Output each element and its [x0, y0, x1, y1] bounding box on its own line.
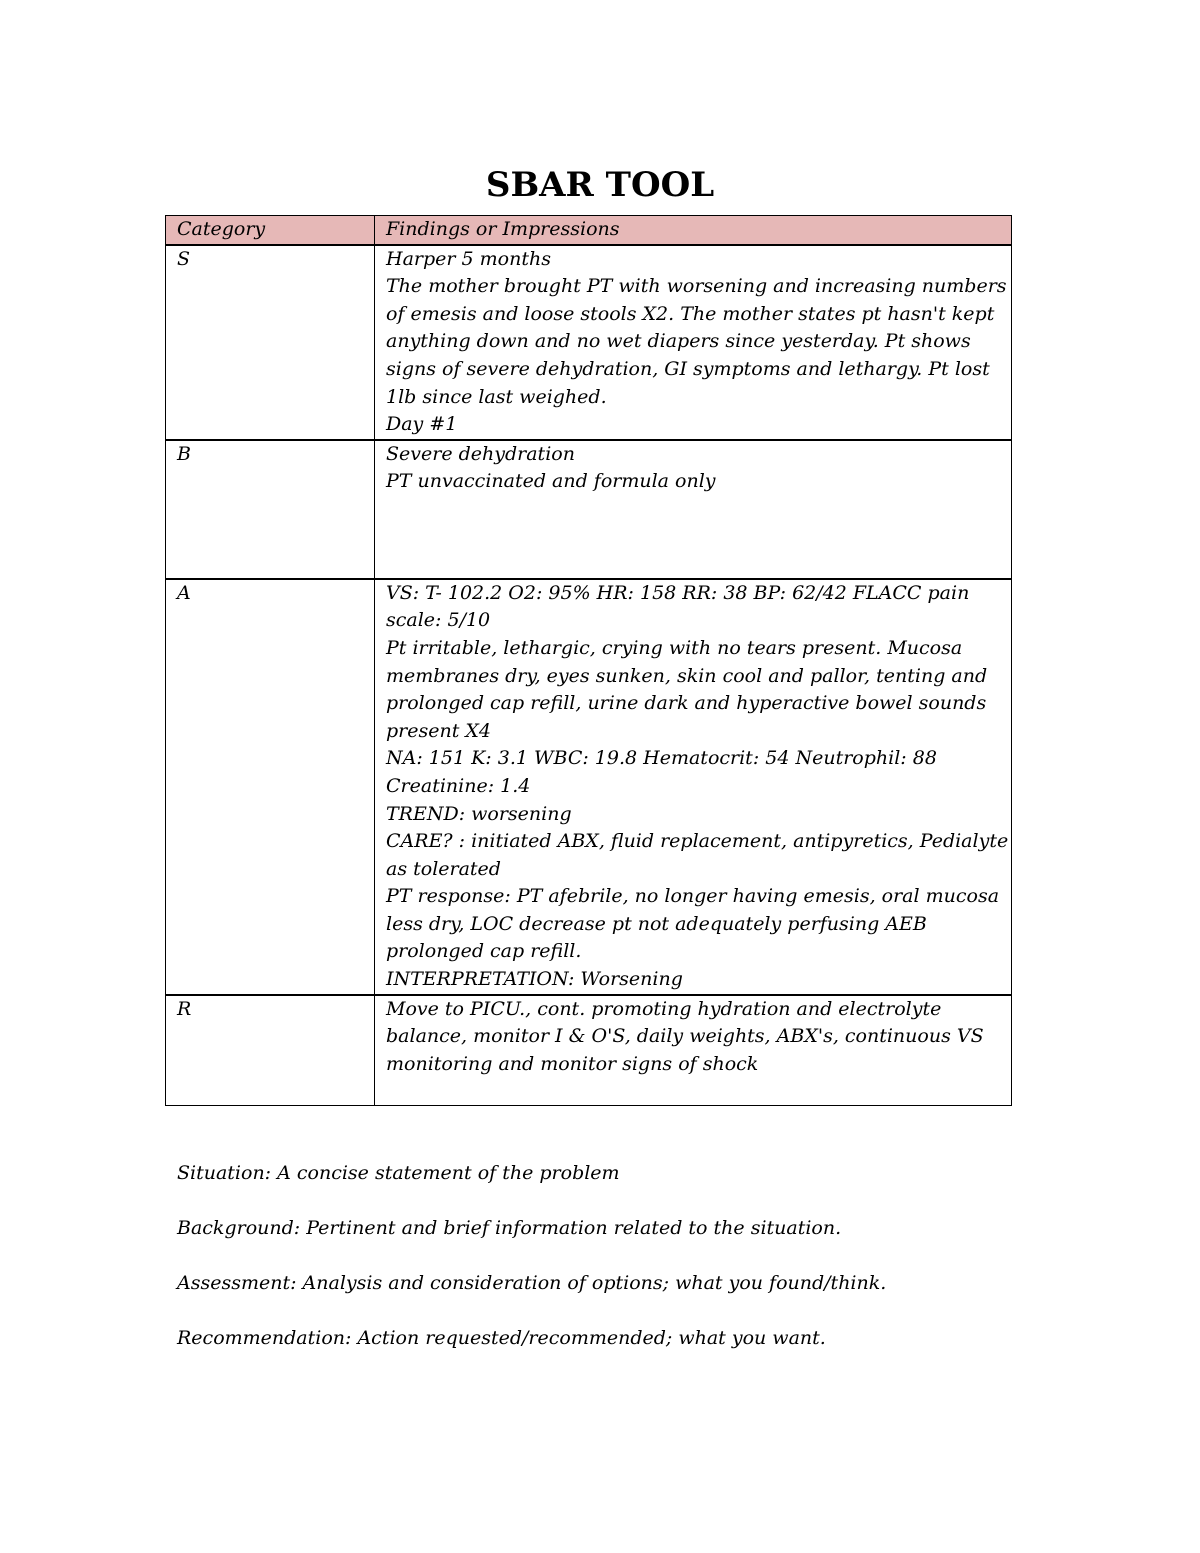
definition-recommendation: Recommendation: Action requested/recommended; what you want. [177, 1327, 826, 1349]
sbar-table [165, 215, 1012, 1106]
page-title: SBAR TOOL [485, 164, 715, 205]
category-cell: B [166, 440, 375, 579]
category-cell: S [166, 245, 375, 440]
table-row-background [166, 440, 1012, 579]
findings-cell: VS: T- 102.2 O2: 95% HR: 158 RR: 38 BP: 62/42 FLACC pain scale: 5/10 Pt irritable, lethargic, crying with no tears present. Mucosa membranes dry, eyes sunken, skin cool and pallor, tenting and prolonged cap refill, urine dark and hyperactive bowel sounds present X4 NA: 151 K: 3.1 WBC: 19.8 Hematocrit: 54 Neutrophil: 88 Creatinine: 1.4 TREND: worsening CARE? : initiated ABX, fluid replacement, antipyretics, Pedialyte as tolerated PT response: PT afebrile, no longer having emesis, oral mucosa less dry, LOC decrease pt not adequately perfusing AEB prolonged cap refill. INTERPRETATION: Worsening [375, 579, 1012, 995]
findings-cell: Severe dehydration PT unvaccinated and formula only [375, 440, 1012, 579]
header-findings: Findings or Impressions [375, 216, 1012, 245]
definition-situation: Situation: A concise statement of the problem [177, 1162, 620, 1184]
sbar-definitions [177, 1159, 1077, 1379]
definition-assessment: Assessment: Analysis and consideration of options; what you found/think. [177, 1272, 887, 1294]
category-cell: A [166, 579, 375, 995]
findings-cell: Harper 5 months The mother brought PT with worsening and increasing numbers of emesis and loose stools X2. The mother states pt hasn't kept anything down and no wet diapers since yesterday. Pt shows signs of severe dehydration, GI symptoms and lethargy. Pt lost 1lb since last weighed. Day #1 [375, 245, 1012, 440]
table-row-recommendation [166, 995, 1012, 1106]
definition-background: Background: Pertinent and brief information related to the situation. [177, 1217, 842, 1239]
table-row-assessment [166, 579, 1012, 995]
table-row-situation [166, 245, 1012, 440]
table-header-row [166, 216, 1012, 245]
findings-cell: Move to PICU., cont. promoting hydration and electrolyte balance, monitor I & O'S, daily weights, ABX's, continuous VS monitoring and monitor signs of shock [375, 995, 1012, 1106]
header-category: Category [166, 216, 375, 245]
category-cell: R [166, 995, 375, 1106]
